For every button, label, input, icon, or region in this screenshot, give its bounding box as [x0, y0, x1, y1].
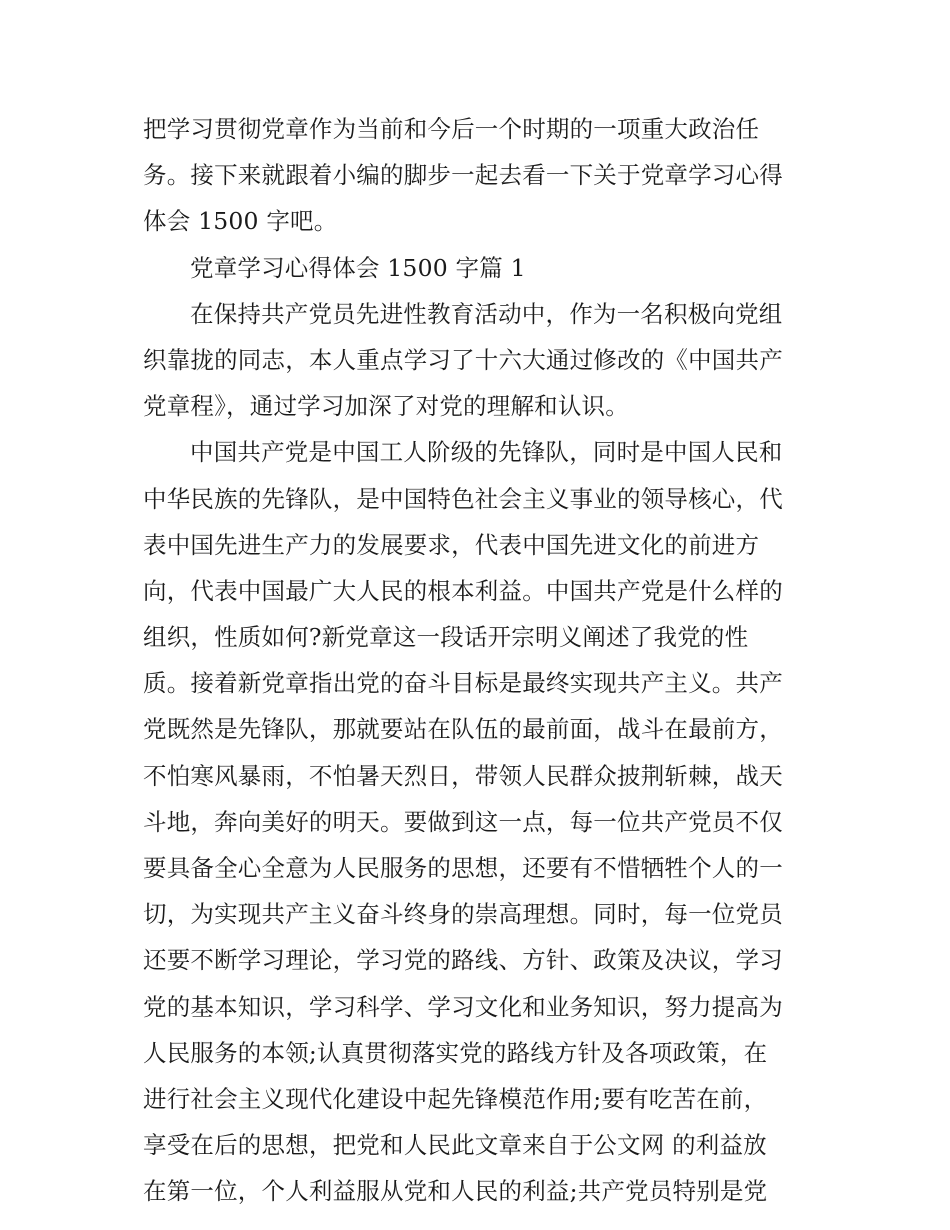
- text-line: 把学习贯彻党章作为当前和今后一个时期的一项重大政治任: [143, 115, 760, 143]
- text-line: 党章程》，通过学习加深了对党的理解和认识。: [143, 392, 629, 421]
- text-line: 向，代表中国最广大人民的根本利益。中国共产党是什么样的: [143, 576, 783, 605]
- text-line: 党既然是先锋队，那就要站在队伍的最前面，战斗在最前方，: [143, 715, 783, 744]
- text-line: 切，为实现共产主义奋斗终身的崇高理想。同时，每一位党员: [143, 900, 783, 929]
- text-line: 党章学习心得体会 1500 字篇 1: [190, 253, 526, 282]
- document-body: [143, 106, 813, 1215]
- text-line: 中华民族的先锋队，是中国特色社会主义事业的领导核心，代: [143, 484, 783, 513]
- text-line: 还要不断学习理论，学习党的路线、方针、政策及决议，学习: [143, 946, 783, 975]
- text-line: 人民服务的本领;认真贯彻落实党的路线方针及各项政策，在: [143, 1038, 768, 1067]
- text-line: 不怕寒风暴雨，不怕暑天烈日，带领人民群众披荆斩棘，战天: [143, 761, 783, 790]
- text-line: 斗地，奔向美好的明天。要做到这一点，每一位共产党员不仅: [143, 807, 783, 836]
- text-line: 中国共产党是中国工人阶级的先锋队，同时是中国人民和: [190, 438, 783, 467]
- text-line: 享受在后的思想，把党和人民此文章来自于公文网 的利益放: [143, 1131, 767, 1160]
- text-line: 体会 1500 字吧。: [143, 207, 338, 236]
- text-line: 要具备全心全意为人民服务的思想，还要有不惜牺牲个人的一: [143, 854, 783, 882]
- text-line: 组织，性质如何?新党章这一段话开宗明义阐述了我党的性: [143, 623, 749, 652]
- text-line: 在第一位，个人利益服从党和人民的利益;共产党员特别是党: [143, 1177, 768, 1206]
- text-line: 织靠拢的同志，本人重点学习了十六大通过修改的《中国共产: [143, 345, 783, 374]
- text-line: 在保持共产党员先进性教育活动中，作为一名积极向党组: [190, 299, 783, 328]
- text-line: 进行社会主义现代化建设中起先锋模范作用;要有吃苦在前，: [143, 1084, 768, 1113]
- text-line: 务。接下来就跟着小编的脚步一起去看一下关于党章学习心得: [143, 161, 783, 190]
- text-line: 表中国先进生产力的发展要求，代表中国先进文化的前进方: [143, 530, 760, 559]
- text-line: 质。接着新党章指出党的奋斗目标是最终实现共产主义。共产: [143, 669, 783, 698]
- text-line: 党的基本知识，学习科学、学习文化和业务知识，努力提高为: [143, 992, 783, 1021]
